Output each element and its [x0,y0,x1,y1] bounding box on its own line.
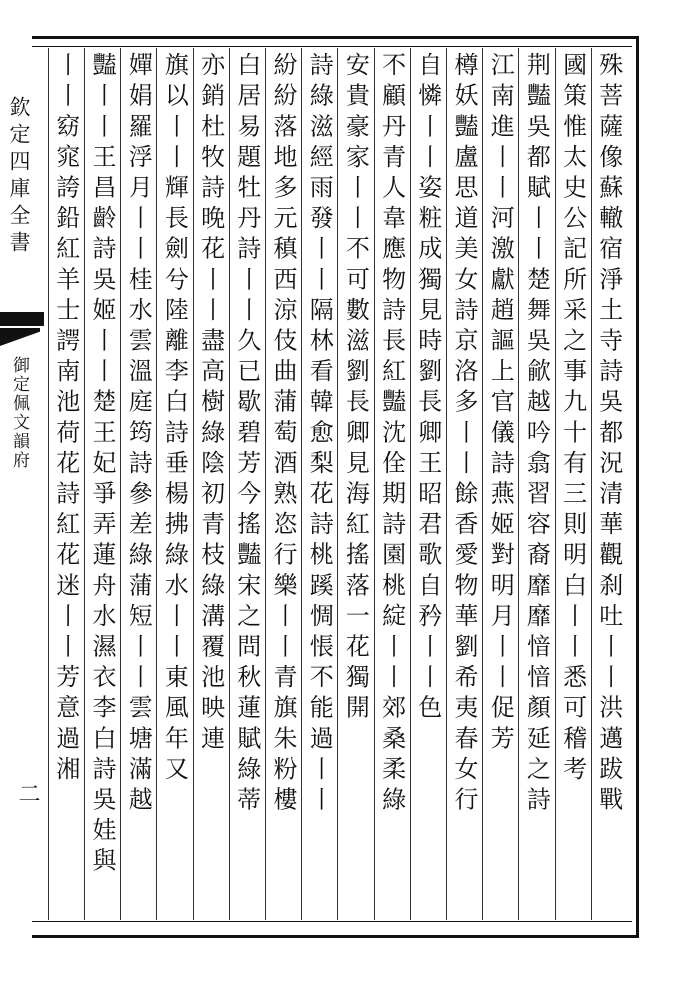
text-column: 不顧丹青人韋應物詩長紅豔沈佺期詩園桃綻丨丨郊桑柔綠 [377,52,406,817]
text-column: 丨丨窈窕誇鉛紅羊士諤南池荷花詩紅花迷丨丨芳意過湘 [51,52,80,787]
column-rule [156,48,157,920]
text-column: 樽妖豔盧思道美女詩京洛多丨丨餘香愛物華劉希夷春女行 [450,52,478,817]
text-column: 亦銷杜牧詩晚花丨丨盡高樹綠陰初青枝綠溝覆池映連 [196,52,225,756]
text-column: 豔丨丨王昌齡詩吳姬丨丨楚王妃爭弄蓮舟水濕衣李白詩吳娃與 [88,52,116,879]
column-rule [48,48,49,920]
text-column: 嬋娟羅浮月丨丨桂水雲溫庭筠詩參差綠蒲短丨丨雲塘滿越 [124,52,153,817]
text-column: 殊菩薩像蘇轍宿淨土寺詩吳都況清華觀刹吐丨丨洪邁跋戰 [594,52,623,817]
column-rule [337,48,338,920]
text-column: 詩綠滋經雨發丨丨隔林看韓愈梨花詩桃蹊惆悵不能過丨丨 [305,52,334,817]
text-column: 國策惟太史公記所采之事九十有三則明白丨丨悉可稽考 [558,52,587,787]
text-column: 自憐丨丨姿粧成獨見時劉長卿王昭君歌自矜丨丨色 [413,52,442,726]
frame-inner-bottom [32,921,632,922]
column-rule [482,48,483,920]
book-subtitle: 御定佩文韻府 [9,356,29,470]
text-column: 江南進丨丨河激獻趙謳上官儀詩燕姬對明月丨丨促芳 [486,52,515,756]
column-rule [518,48,519,920]
column-rule [265,48,266,920]
text-column: 安貴豪家丨丨不可數滋劉長卿見海紅搖落一花獨開 [341,52,370,726]
column-rule [120,48,121,920]
page-number: 二 [15,782,40,810]
text-column: 旗以丨丨輝長劍兮陸離李白詩垂楊拂綠水丨丨東風年又 [160,52,189,787]
column-rule [555,48,556,920]
text-column: 荆豔吳都賦丨丨楚舞吳歈越吟翕習容裔靡靡愔愔顏延之詩 [522,52,551,817]
column-rule [193,48,194,920]
book-title: 欽定四庫全書 [7,96,31,258]
column-rule [229,48,230,920]
text-column: 白居易題牡丹詩丨丨久已歇碧芳今搖豔宋之問秋蓮賦綠蒂 [232,52,261,817]
text-column: 紛紛落地多元稹西涼伎曲蒲萄酒熟恣行樂丨丨青旗朱粉樓 [269,52,297,817]
column-rule [301,48,302,920]
column-rule [446,48,447,920]
column-rule [84,48,85,920]
column-rule [591,48,592,920]
frame-inner-top [32,46,632,47]
column-rule [374,48,375,920]
column-rule [410,48,411,920]
